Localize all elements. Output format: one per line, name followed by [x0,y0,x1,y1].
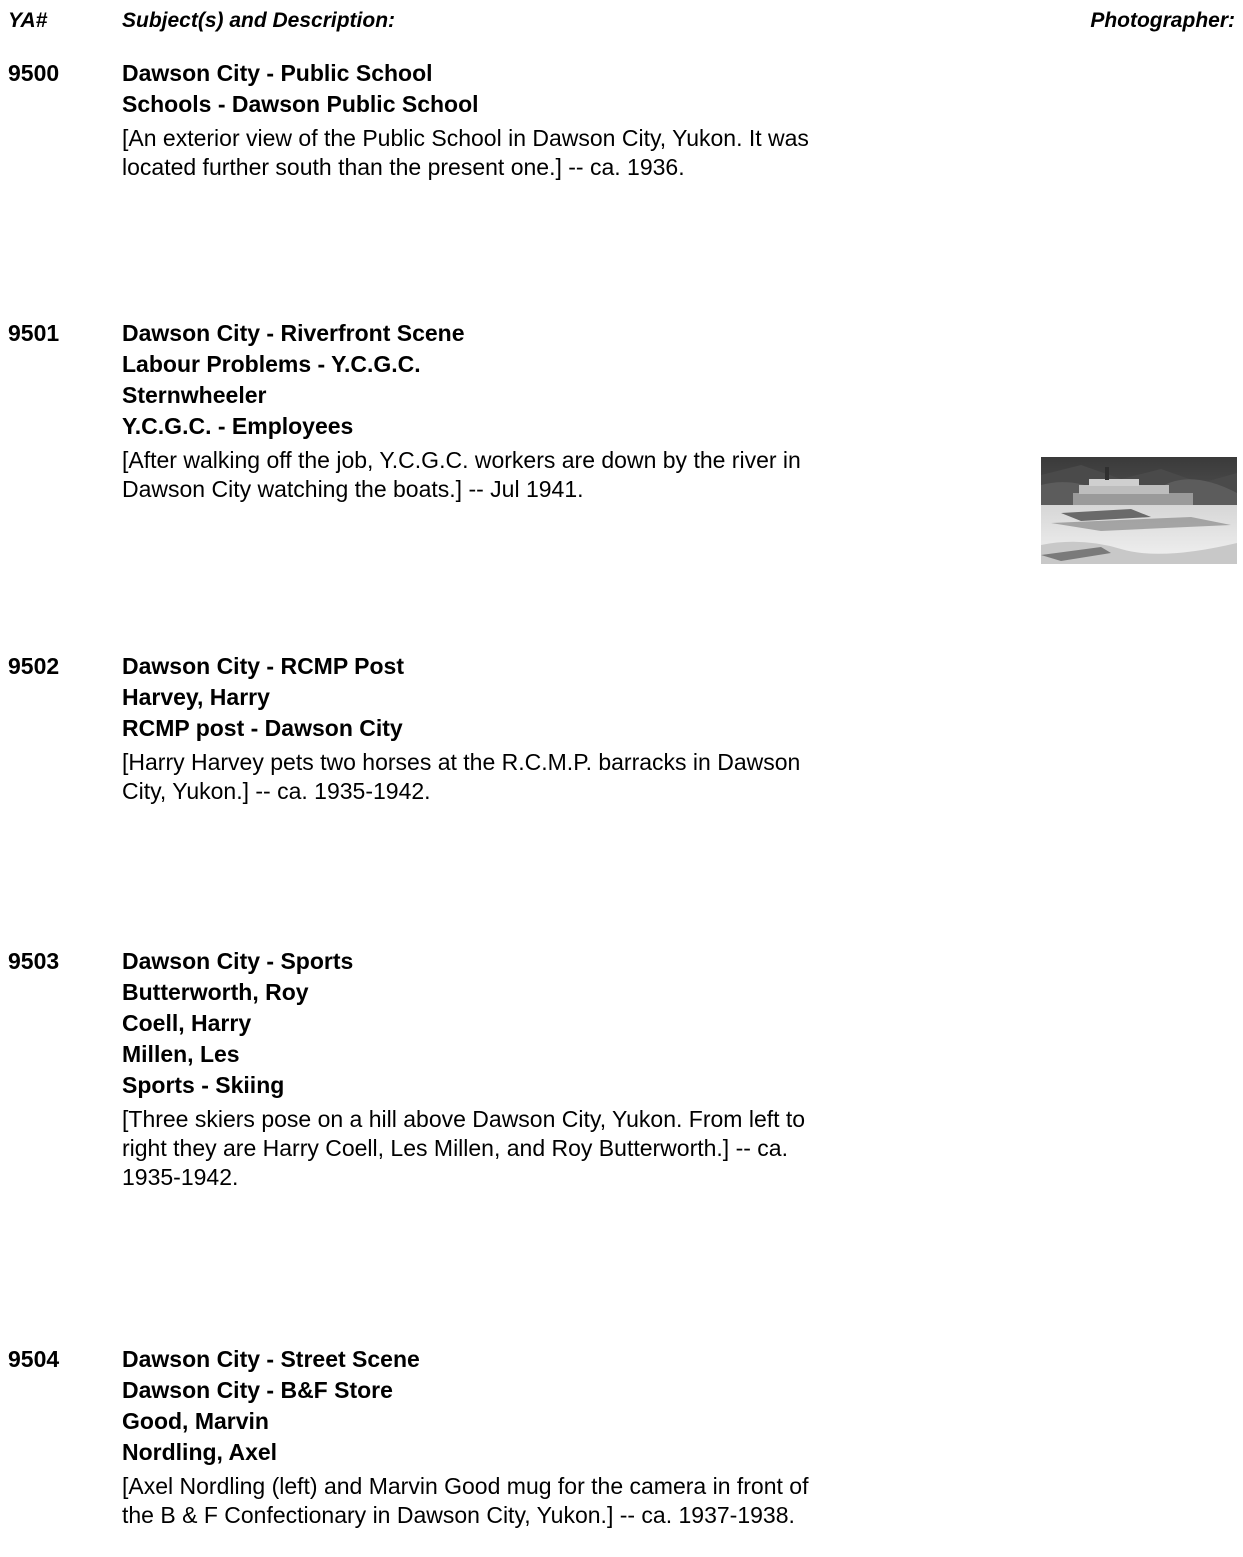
column-header-ya: YA# [8,9,48,32]
photo-thumbnail [1041,457,1237,564]
subject-heading: Dawson City - RCMP Post [122,653,404,679]
entry-description: [After walking off the job, Y.C.G.C. workers are down by the river in Dawson City watching the boats.] -- Jul 1941. [122,447,801,502]
entry-description: [Three skiers pose on a hill above Dawson City, Yukon. From left to right they are Harry Coell, Les Millen, and Roy Butterworth.] -- ca. 1935-1942. [122,1106,806,1190]
subject-heading: Dawson City - Public School [122,60,433,86]
subject-heading: RCMP post - Dawson City [122,715,403,741]
subject-list [122,651,842,806]
subject-heading: Y.C.G.C. - Employees [122,413,354,439]
subject-heading: Dawson City - Riverfront Scene [122,320,465,346]
subject-heading: Schools - Dawson Public School [122,91,479,117]
subject-heading: Sports - Skiing [122,1072,285,1098]
subject-list [122,318,842,504]
entry-description: [Harry Harvey pets two horses at the R.C.M.P. barracks in Dawson City, Yukon.] -- ca. 1935-1942. [122,749,801,804]
ya-number: 9501 [8,320,60,346]
subject-heading: Sternwheeler [122,382,267,408]
entry-description: [Axel Nordling (left) and Marvin Good mug for the camera in front of the B & F Confectionary in Dawson City, Yukon.] -- ca. 1937-1938. [122,1473,809,1528]
column-header-subjects: Subject(s) and Description: [122,9,396,32]
subject-heading: Coell, Harry [122,1010,252,1036]
column-header-photographer: Photographer: [1090,9,1235,32]
ya-number: 9503 [8,948,60,974]
subject-list [122,1344,842,1530]
subject-heading: Nordling, Axel [122,1439,278,1465]
subject-heading: Good, Marvin [122,1408,269,1434]
subject-heading: Butterworth, Roy [122,979,309,1005]
entry-description: [An exterior view of the Public School in Dawson City, Yukon. It was located further south than the present one.] -- ca. 1936. [122,125,809,180]
subject-heading: Harvey, Harry [122,684,270,710]
ya-number: 9504 [8,1346,60,1372]
subject-list [122,58,842,182]
ya-number: 9502 [8,653,60,679]
subject-heading: Labour Problems - Y.C.G.C. [122,351,421,377]
subject-list [122,946,842,1192]
subject-heading: Dawson City - B&F Store [122,1377,393,1403]
ya-number: 9500 [8,60,60,86]
subject-heading: Dawson City - Street Scene [122,1346,420,1372]
subject-heading: Millen, Les [122,1041,240,1067]
subject-heading: Dawson City - Sports [122,948,354,974]
sternwheeler-photo-image [1041,457,1237,564]
